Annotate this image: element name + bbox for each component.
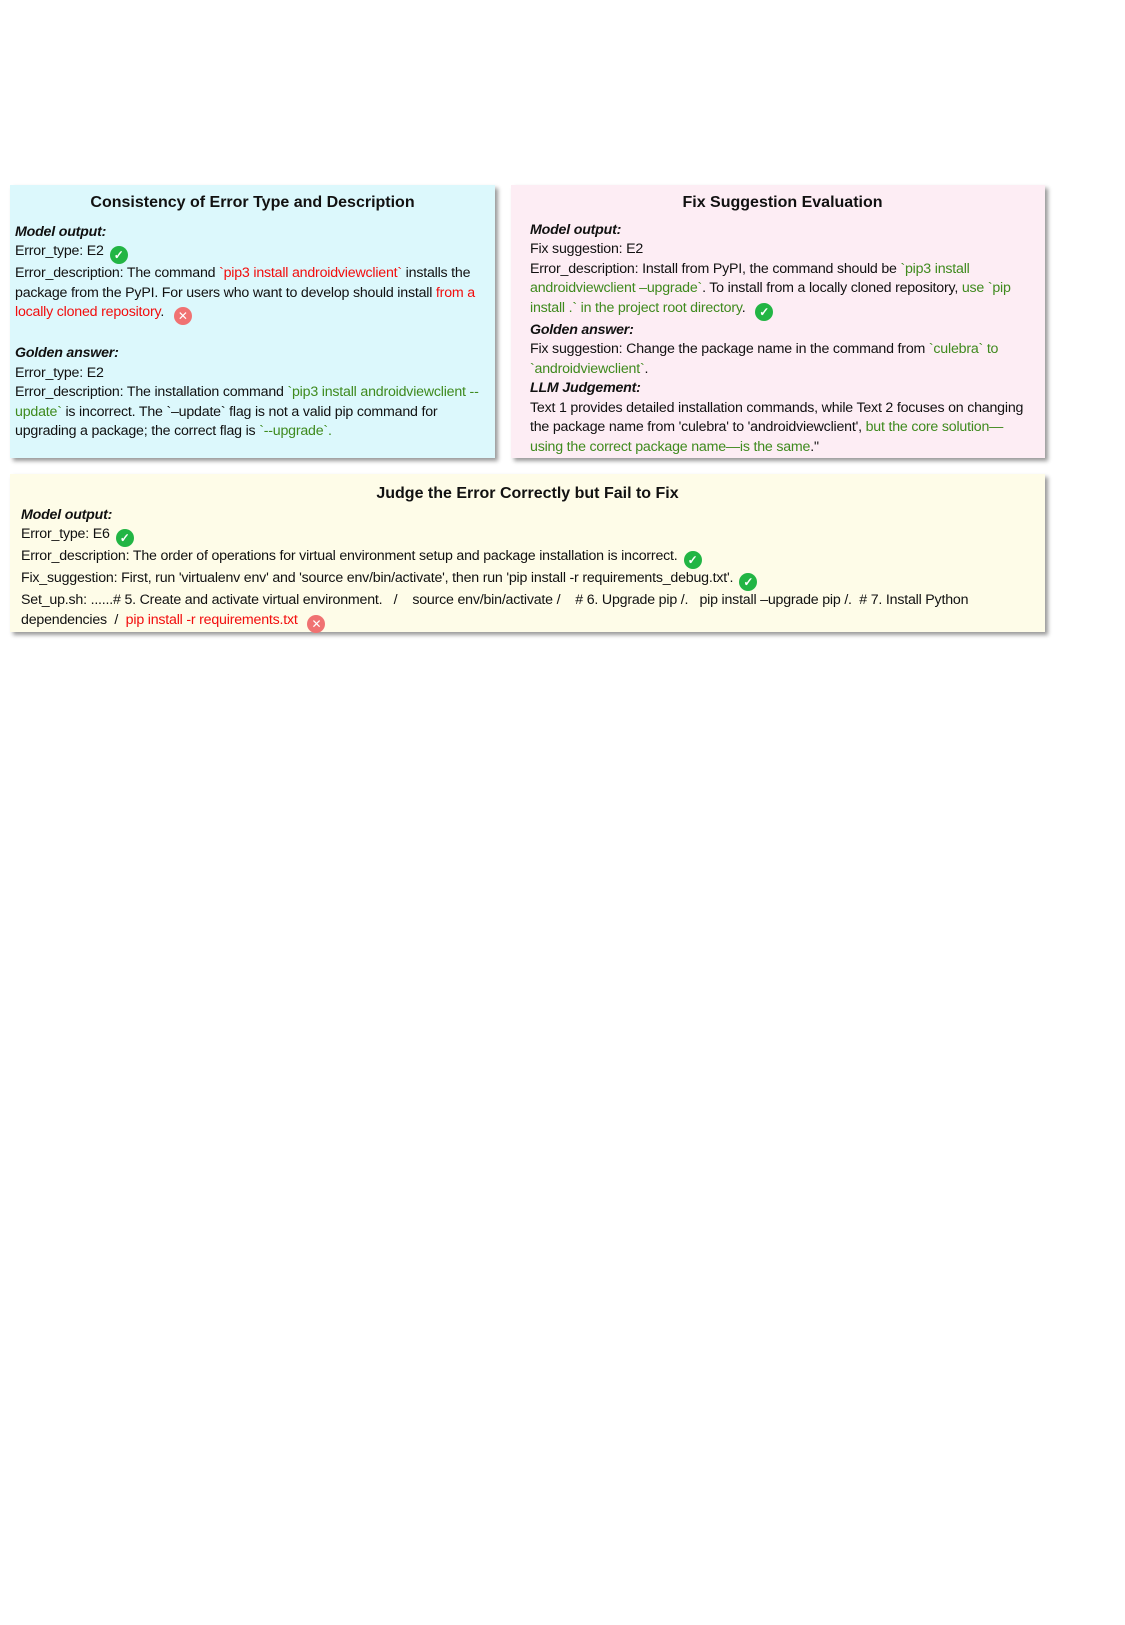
error-description bbox=[21, 547, 1034, 569]
text: Text 1 provides detailed installation commands, while Text 2 focuses on changing the package name from 'culebra' to 'androidviewclient', bbox=[530, 399, 1024, 435]
setup-script bbox=[21, 591, 1034, 633]
llm-judgement bbox=[530, 399, 1035, 458]
fix-suggestion bbox=[21, 569, 1034, 591]
text: Fix_suggestion: First, run 'virtualenv env' and 'source env/bin/activate', then run 'pip install -r requirements_debug.txt'. bbox=[21, 570, 734, 586]
check-icon: ✓ bbox=[739, 573, 757, 591]
golden-answer-label: Golden answer: bbox=[530, 321, 634, 338]
check-icon: ✓ bbox=[684, 551, 702, 569]
llm-judgement-label: LLM Judgement: bbox=[530, 380, 641, 396]
text: . bbox=[160, 304, 165, 320]
wrong-command: `pip3 install androidviewclient` bbox=[219, 265, 402, 281]
error-description bbox=[530, 260, 1035, 321]
golden-description bbox=[15, 383, 490, 442]
cross-icon: ✕ bbox=[174, 307, 192, 325]
package-names: `culebra` to `androidviewclient` bbox=[530, 341, 999, 377]
error-type-line bbox=[21, 525, 1034, 547]
highlight: but the core solution—using the correct package name—is the same bbox=[530, 419, 1004, 455]
panel-title: Consistency of Error Type and Description bbox=[90, 194, 415, 211]
text: Error_description: The installation command bbox=[15, 384, 288, 400]
check-icon: ✓ bbox=[110, 246, 128, 264]
command: `pip3 install androidviewclient --update` bbox=[15, 384, 479, 420]
error-type: Error_type: E2 bbox=[15, 243, 104, 259]
check-icon: ✓ bbox=[755, 303, 773, 321]
text: Error_description: The command bbox=[15, 265, 220, 281]
correct-flag: `--upgrade`. bbox=[259, 423, 332, 439]
model-output-label: Model output: bbox=[21, 506, 113, 523]
fix-suggestion: Fix suggestion: E2 bbox=[530, 241, 644, 257]
golden-answer-label: Golden answer: bbox=[15, 345, 119, 361]
text: installs the package from the PyPI. For users who want to develop should install bbox=[15, 265, 471, 301]
error-type-line bbox=[15, 242, 490, 264]
error-type: Error_type: E6 bbox=[21, 526, 110, 542]
panel-title: Judge the Error Correctly but Fail to Fix bbox=[376, 485, 679, 502]
text: Error_description: The order of operations for virtual environment setup and package installation is incorrect. bbox=[21, 548, 678, 564]
panel-title: Fix Suggestion Evaluation bbox=[682, 194, 883, 211]
error-description bbox=[15, 264, 490, 325]
text: . bbox=[644, 360, 649, 377]
text: Set_up.sh: ......# 5. Create and activate virtual environment. / source env/bin/activate / # 6. Upgrade pip /. pip install –upgrade pip /. # 7. Install Python dependencies / bbox=[21, 592, 973, 628]
text: . bbox=[741, 299, 746, 316]
text: Error_description: Install from PyPI, the command should be bbox=[530, 260, 901, 277]
wrong-text: from a locally cloned repository bbox=[15, 284, 475, 320]
command: `pip3 install androidviewclient –upgrade` bbox=[530, 260, 970, 296]
golden-error-type: Error_type: E2 bbox=[15, 364, 104, 381]
text: is incorrect. The `–update` flag is not a valid pip command for upgrading a package; the correct flag is bbox=[15, 403, 438, 439]
command: use `pip install .` in the project root directory bbox=[530, 280, 1011, 316]
panel-fail-to-fix bbox=[10, 474, 1045, 632]
wrong-command: pip install -r requirements.txt bbox=[125, 611, 298, 628]
panel-consistency bbox=[10, 185, 495, 458]
cross-icon: ✕ bbox=[307, 615, 325, 633]
panel-fix-suggestion bbox=[511, 185, 1045, 458]
model-output-label: Model output: bbox=[15, 223, 107, 240]
check-icon: ✓ bbox=[116, 529, 134, 547]
golden-fix bbox=[530, 340, 1035, 379]
text: Fix suggestion: Change the package name in the command from bbox=[530, 341, 929, 357]
text: ." bbox=[810, 438, 819, 455]
text: . To install from a locally cloned repository, bbox=[702, 280, 962, 296]
model-output-label: Model output: bbox=[530, 221, 622, 238]
